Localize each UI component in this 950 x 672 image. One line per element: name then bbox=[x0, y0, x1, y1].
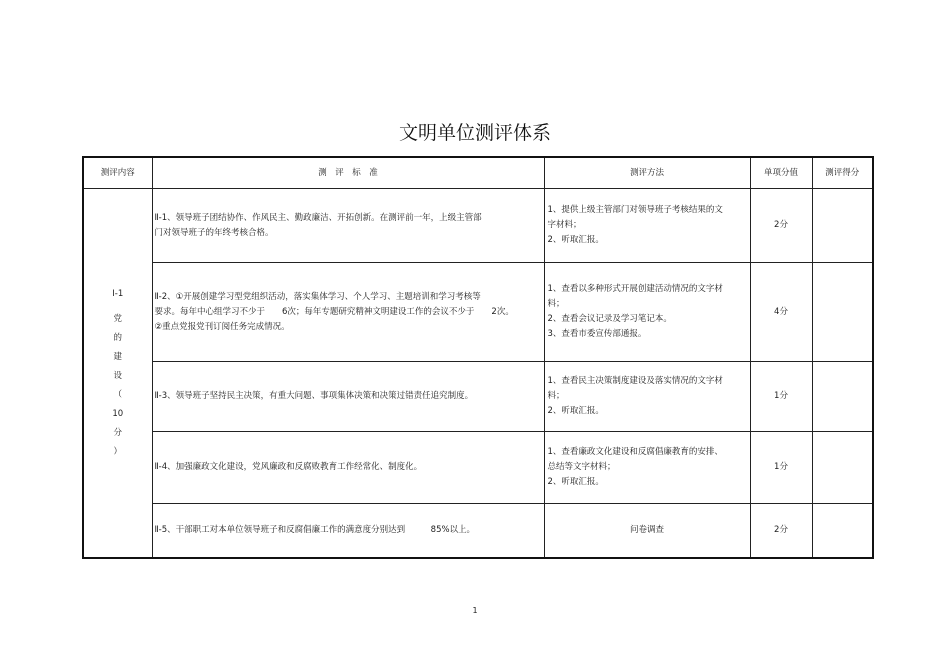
category-code: Ⅰ-1 bbox=[112, 288, 124, 299]
standard-cell bbox=[152, 504, 544, 558]
category-char: 设 bbox=[113, 370, 122, 381]
standard-cell bbox=[152, 432, 544, 504]
score-cell: 1分 bbox=[750, 432, 812, 504]
table-row bbox=[83, 504, 873, 558]
result-cell bbox=[812, 263, 873, 362]
category-char: 党 bbox=[113, 313, 122, 324]
category-char: （ bbox=[113, 389, 122, 400]
method-line: 料； bbox=[547, 391, 565, 402]
evaluation-table bbox=[82, 156, 874, 559]
standard-line: Ⅱ-3、领导班子坚持民主决策，有重大问题、事项集体决策和决策过错责任追究制度。 bbox=[154, 391, 474, 402]
header-content: 测评内容 bbox=[83, 157, 152, 189]
header-method: 测评方法 bbox=[544, 157, 750, 189]
table-row bbox=[83, 189, 873, 263]
method-line: 2、查看会议记录及学习笔记本。 bbox=[547, 314, 672, 325]
result-cell bbox=[812, 362, 873, 432]
standard-line: 要求。每年中心组学习不少于 6次；每年专题研究精神文明建设工作的会议不少于 2次。 bbox=[154, 306, 514, 317]
method-line: 1、查看以多种形式开展创建活动情况的文字材 bbox=[547, 284, 723, 295]
category-char: 分 bbox=[113, 427, 122, 438]
method-cell bbox=[544, 263, 750, 362]
standard-line: Ⅱ-2、①开展创建学习型党组织活动，落实集体学习、个人学习、主题培训和学习考核等 bbox=[154, 291, 481, 302]
standard-line: Ⅱ-4、加强廉政文化建设，党风廉政和反腐败教育工作经常化、制度化。 bbox=[154, 462, 423, 473]
method-line: 总结等文字材料； bbox=[547, 462, 616, 473]
table-row bbox=[83, 263, 873, 362]
method-line: 字材料； bbox=[547, 220, 582, 231]
table-row bbox=[83, 432, 873, 504]
standard-cell bbox=[152, 189, 544, 263]
score-cell: 2分 bbox=[750, 189, 812, 263]
category-cell bbox=[83, 189, 152, 558]
method-line: 1、查看民主决策制度建设及落实情况的文字材 bbox=[547, 376, 723, 387]
standard-line: Ⅱ-1、领导班子团结协作、作风民主、勤政廉洁、开拓创新。在测评前一年，上级主管部 bbox=[154, 212, 482, 223]
header-standard: 测 评 标 准 bbox=[152, 157, 544, 189]
document-title: 文明单位测评体系 bbox=[398, 122, 551, 144]
category-char: 的 bbox=[113, 332, 122, 343]
method-cell: 问卷调查 bbox=[544, 504, 750, 558]
score-cell: 2分 bbox=[750, 504, 812, 558]
category-char: ） bbox=[113, 446, 122, 457]
table-header-row bbox=[83, 157, 873, 189]
method-line: 2、听取汇报。 bbox=[547, 235, 604, 246]
standard-cell bbox=[152, 362, 544, 432]
category-char: 10 bbox=[112, 408, 124, 419]
header-result: 测评得分 bbox=[812, 157, 873, 189]
standard-cell bbox=[152, 263, 544, 362]
table-row bbox=[83, 362, 873, 432]
method-line: 1、提供上级主管部门对领导班子考核结果的文 bbox=[547, 205, 723, 216]
page-number: 1 bbox=[472, 606, 478, 615]
method-cell bbox=[544, 362, 750, 432]
standard-line: ②重点党报党刊订阅任务完成情况。 bbox=[154, 321, 290, 332]
method-line: 3、查看市委宣传部通报。 bbox=[547, 329, 647, 340]
method-line: 料； bbox=[547, 299, 565, 310]
standard-line: 门对领导班子的年终考核合格。 bbox=[154, 227, 274, 238]
method-line: 2、听取汇报。 bbox=[547, 406, 604, 417]
header-score: 单项分值 bbox=[750, 157, 812, 189]
method-cell bbox=[544, 189, 750, 263]
method-line: 2、听取汇报。 bbox=[547, 477, 604, 488]
method-cell bbox=[544, 432, 750, 504]
result-cell bbox=[812, 189, 873, 263]
result-cell bbox=[812, 432, 873, 504]
result-cell bbox=[812, 504, 873, 558]
score-cell: 4分 bbox=[750, 263, 812, 362]
category-char: 建 bbox=[113, 351, 122, 362]
standard-line: Ⅱ-5、干部职工对本单位领导班子和反腐倡廉工作的满意度分别达到 85%以上。 bbox=[154, 525, 476, 536]
score-cell: 1分 bbox=[750, 362, 812, 432]
method-line: 1、查看廉政文化建设和反腐倡廉教育的安排、 bbox=[547, 447, 723, 458]
